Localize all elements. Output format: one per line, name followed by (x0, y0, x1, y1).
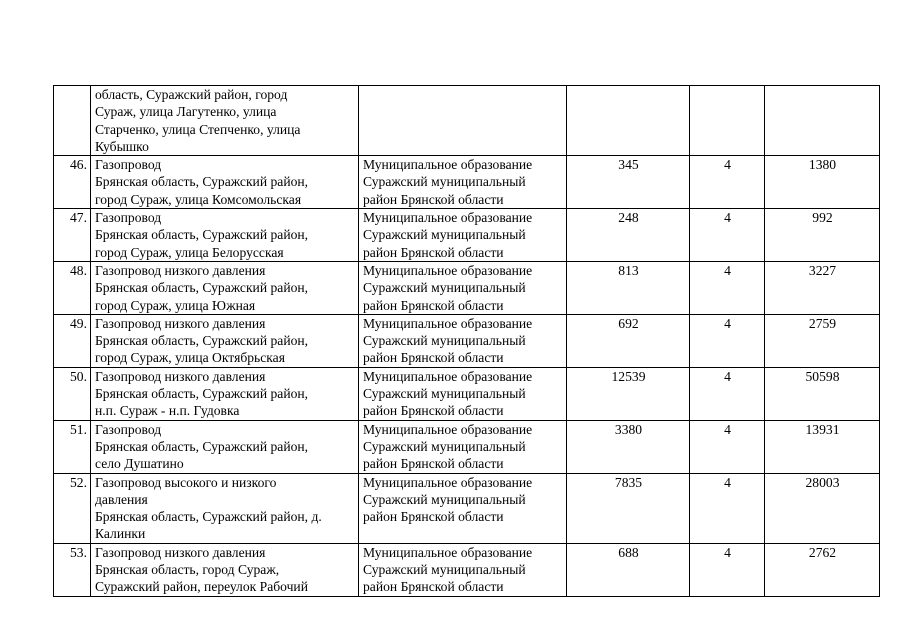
object-text-line: Суражский район, переулок Рабочий (95, 579, 308, 595)
total-cell: 13931 (765, 420, 880, 473)
object-text-line: Газопровод низкого давления (95, 544, 266, 560)
object-text-line: село Душатино (95, 456, 184, 472)
table-row (54, 156, 880, 209)
owner-text-line: Муниципальное образование (363, 315, 533, 331)
object-text-line: Кубышко (95, 138, 149, 154)
owner-text-line: Суражский муниципальный (363, 562, 526, 578)
object-text-line: Брянская область, Суражский район, (95, 438, 309, 454)
object-description-cell (91, 156, 359, 209)
owner-text-line: район Брянской области (363, 244, 504, 260)
gas-pipeline-registry-table (53, 85, 880, 597)
row-number-cell: 47. (54, 209, 91, 262)
total-cell: 28003 (765, 473, 880, 543)
object-text-line: Газопровод низкого давления (95, 262, 266, 278)
object-text-line: Брянская область, город Сураж, (95, 562, 280, 578)
owner-text-line: район Брянской области (363, 191, 504, 207)
object-text-line: Калинки (95, 526, 146, 542)
row-number-cell: 50. (54, 367, 91, 420)
length-cell: 688 (567, 543, 690, 596)
length-cell: 813 (567, 261, 690, 314)
owner-text-line: район Брянской области (363, 350, 504, 366)
owner-cell (359, 209, 567, 262)
object-text-line: город Сураж, улица Белорусская (95, 244, 284, 260)
object-description-cell (91, 209, 359, 262)
total-cell: 50598 (765, 367, 880, 420)
object-description-cell (91, 86, 359, 156)
owner-text-line: Суражский муниципальный (363, 333, 526, 349)
object-text-line: Брянская область, Суражский район, (95, 280, 309, 296)
object-text-line: Старченко, улица Степченко, улица (95, 121, 301, 137)
length-cell: 692 (567, 314, 690, 367)
table-row (54, 261, 880, 314)
owner-text-line: Суражский муниципальный (363, 280, 526, 296)
owner-text-line: район Брянской области (363, 579, 504, 595)
length-cell: 12539 (567, 367, 690, 420)
owner-text-line: Суражский муниципальный (363, 227, 526, 243)
owner-text-line: Суражский муниципальный (363, 491, 526, 507)
row-number-cell: 48. (54, 261, 91, 314)
object-text-line: Брянская область, Суражский район, (95, 333, 309, 349)
length-cell: 3380 (567, 420, 690, 473)
object-text-line: Брянская область, Суражский район, д. (95, 509, 322, 525)
table-row (54, 420, 880, 473)
table-row (54, 543, 880, 596)
row-number-cell: 52. (54, 473, 91, 543)
object-description-cell (91, 543, 359, 596)
object-description-cell (91, 367, 359, 420)
total-cell: 3227 (765, 261, 880, 314)
object-text-line: область, Суражский район, город (95, 87, 288, 102)
owner-text-line: Муниципальное образование (363, 210, 533, 226)
owner-text-line: Муниципальное образование (363, 544, 533, 560)
row-number-cell: 53. (54, 543, 91, 596)
row-number-cell: 51. (54, 420, 91, 473)
owner-text-line: Муниципальное образование (363, 368, 533, 384)
row-number-cell (54, 86, 91, 156)
owner-text-line: Муниципальное образование (363, 157, 533, 173)
length-cell (567, 86, 690, 156)
owner-cell (359, 261, 567, 314)
coefficient-cell: 4 (690, 367, 765, 420)
owner-text-line: район Брянской области (363, 456, 504, 472)
object-text-line: н.п. Сураж - н.п. Гудовка (95, 403, 240, 419)
object-text-line: Газопровод (95, 210, 162, 226)
object-description-cell (91, 420, 359, 473)
owner-cell (359, 543, 567, 596)
owner-text-line: Муниципальное образование (363, 262, 533, 278)
row-number-cell: 49. (54, 314, 91, 367)
coefficient-cell: 4 (690, 156, 765, 209)
object-text-line: Брянская область, Суражский район, (95, 227, 309, 243)
coefficient-cell (690, 86, 765, 156)
object-text-line: Газопровод низкого давления (95, 315, 266, 331)
coefficient-cell: 4 (690, 473, 765, 543)
total-cell: 1380 (765, 156, 880, 209)
owner-text-line: Суражский муниципальный (363, 174, 526, 190)
row-number-cell: 46. (54, 156, 91, 209)
object-description-cell (91, 261, 359, 314)
total-cell: 992 (765, 209, 880, 262)
object-text-line: Брянская область, Суражский район, (95, 386, 309, 402)
owner-text-line: Суражский муниципальный (363, 386, 526, 402)
owner-cell (359, 156, 567, 209)
owner-cell (359, 314, 567, 367)
owner-text-line: Муниципальное образование (363, 474, 533, 490)
object-text-line: город Сураж, улица Южная (95, 297, 256, 313)
object-description-cell (91, 314, 359, 367)
total-cell: 2759 (765, 314, 880, 367)
owner-cell (359, 473, 567, 543)
length-cell: 7835 (567, 473, 690, 543)
length-cell: 345 (567, 156, 690, 209)
table-row (54, 367, 880, 420)
total-cell: 2762 (765, 543, 880, 596)
coefficient-cell: 4 (690, 543, 765, 596)
table-row (54, 314, 880, 367)
object-text-line: Брянская область, Суражский район, (95, 174, 309, 190)
table-row (54, 473, 880, 543)
owner-text-line: Суражский муниципальный (363, 438, 526, 454)
owner-cell (359, 367, 567, 420)
object-text-line: Газопровод (95, 421, 162, 437)
object-text-line: город Сураж, улица Комсомольская (95, 191, 302, 207)
total-cell (765, 86, 880, 156)
object-description-cell (91, 473, 359, 543)
object-text-line: давления (95, 491, 148, 507)
owner-text-line: район Брянской области (363, 403, 504, 419)
owner-text-line: район Брянской области (363, 509, 504, 525)
object-text-line: Газопровод низкого давления (95, 368, 266, 384)
coefficient-cell: 4 (690, 209, 765, 262)
object-text-line: Сураж, улица Лагутенко, улица (95, 104, 277, 120)
object-text-line: Газопровод высокого и низкого (95, 474, 277, 490)
table-row (54, 209, 880, 262)
coefficient-cell: 4 (690, 314, 765, 367)
coefficient-cell: 4 (690, 261, 765, 314)
owner-text-line: Муниципальное образование (363, 421, 533, 437)
table-row (54, 86, 880, 156)
length-cell: 248 (567, 209, 690, 262)
owner-text-line: район Брянской области (363, 297, 504, 313)
object-text-line: город Сураж, улица Октябрьская (95, 350, 285, 366)
coefficient-cell: 4 (690, 420, 765, 473)
table-body (54, 86, 880, 597)
owner-cell (359, 420, 567, 473)
object-text-line: Газопровод (95, 157, 162, 173)
owner-cell (359, 86, 567, 156)
